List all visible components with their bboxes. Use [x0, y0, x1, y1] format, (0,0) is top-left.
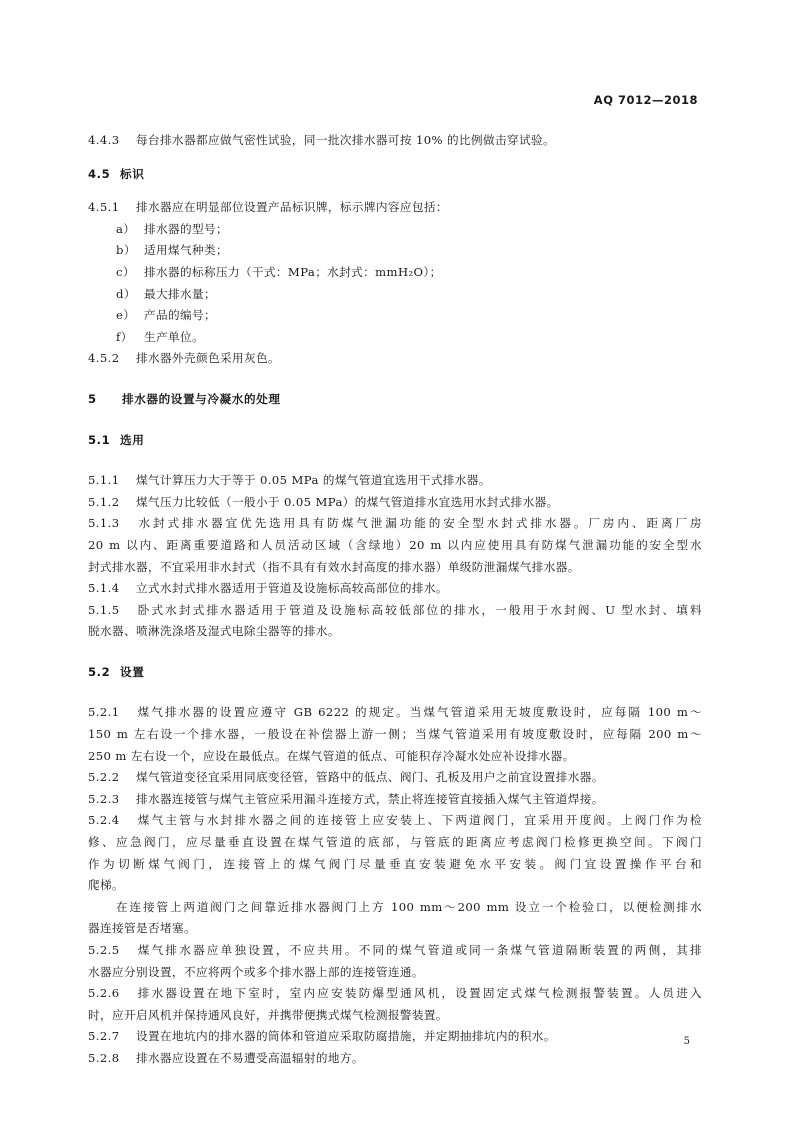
paragraph-line	[88, 348, 702, 370]
list-item	[88, 327, 702, 349]
paragraph-text: 排水器应设置在不易遭受高温辐射的地方。	[136, 1050, 364, 1065]
clause-number: 4.4.3	[88, 133, 120, 147]
page-number: 5	[683, 1036, 690, 1047]
paragraph-text: 时，应开启风机并保持通风良好，并携带便携式煤气检测报警装置。	[88, 1007, 448, 1022]
list-item	[88, 262, 702, 284]
paragraph-line	[88, 746, 702, 768]
spacer	[88, 370, 702, 389]
paragraph-line	[88, 470, 702, 492]
section-heading	[88, 389, 702, 411]
list-item-label: e）	[116, 308, 136, 323]
paragraph-text: 煤气计算压力大于等于 0.05 MPa 的煤气管道宜选用干式排水器。	[136, 473, 491, 488]
paragraph-text: 脱水器、喷淋洗涤塔及湿式电除尘器等的排水。	[88, 624, 340, 639]
clause-number: 5.2.1	[88, 705, 120, 720]
spacer	[88, 185, 702, 197]
list-item-text: 适用煤气种类；	[144, 243, 228, 258]
paragraph-line	[88, 621, 702, 643]
paragraph-text: 煤气主管与水封排水器之间的连接管上应安装上、下两道阀门，宜采用开度阀。上阀门作为检	[136, 813, 702, 828]
list-item-text: 最大排水量；	[144, 286, 216, 301]
list-item-text: 排水器的型号；	[144, 221, 228, 236]
clause-number: 5.2.5	[88, 943, 120, 957]
paragraph-text: 排水器外壳颜色采用灰色。	[136, 351, 280, 366]
list-item-label: f）	[116, 329, 133, 344]
paragraph-line	[88, 767, 702, 789]
spacer	[88, 411, 702, 430]
paragraph-line	[88, 724, 702, 746]
section-title: 设置	[120, 664, 145, 679]
clause-number: 5.2.2	[88, 770, 120, 785]
paragraph-line	[88, 702, 702, 724]
paragraph-line	[88, 197, 702, 219]
subsection-heading	[88, 164, 702, 186]
paragraph-text: 卧式水封式排水器适用于管道及设施标高较低部位的排水，一般用于水封阀、U 型水封、填料	[136, 602, 702, 617]
paragraph-line	[88, 897, 702, 919]
clause-number: 5.1.5	[88, 602, 120, 617]
clause-number: 5.2.3	[88, 791, 120, 806]
clause-number: 4.5.1	[88, 200, 120, 215]
list-item	[88, 284, 702, 306]
paragraph-line	[88, 1026, 702, 1048]
subsection-heading	[88, 662, 702, 684]
paragraph-line	[88, 492, 702, 514]
paragraph-text: 设置在地坑内的排水器的筒体和管道应采取防腐措施，并定期抽排坑内的积水。	[136, 1029, 556, 1044]
paragraph-line	[88, 513, 702, 535]
paragraph-text: 250 m 左右设一个，应设在最低点。在煤气管道的低点、可能积存冷凝水处应补设排水器。	[88, 748, 575, 763]
spacer	[88, 643, 702, 662]
section-title: 选用	[120, 432, 145, 447]
list-item-label: d）	[116, 286, 136, 301]
paragraph-text: 每台排水器都应做气密性试验，同一批次排水器可按 10% 的比例做击穿试验。	[136, 133, 555, 147]
clause-number: 5.2.4	[88, 813, 120, 828]
section-number: 5.2	[88, 664, 111, 679]
paragraph-text: 封式排水器，不宜采用非水封式（指不具有有效水封高度的排水器）单级防泄漏煤气排水器。	[88, 559, 580, 574]
paragraph-text: 20 m 以内、距离重要道路和人员活动区域（含绿地）20 m 以内应使用具有防煤气泄漏功能的安全型水	[88, 537, 702, 552]
paragraph-line	[88, 983, 702, 1005]
list-item-text: 排水器的标称压力（干式：MPa；水封式：mmH₂O）；	[144, 264, 442, 279]
paragraph-line	[88, 1048, 702, 1070]
paragraph-text: 煤气排水器的设置应遵守 GB 6222 的规定。当煤气管道采用无坡度敷设时，应每隔 100 m～	[136, 705, 702, 720]
paragraph-text: 修、应急阀门，应尽量垂直设置在煤气管道的底部，与管底的距离应考虑阀门检修更换空间。下阀门	[88, 835, 702, 850]
paragraph-text: 排水器应在明显部位设置产品标识牌，标示牌内容应包括：	[136, 200, 448, 215]
paragraph-text: 煤气管道变径宜采用同底变径管，管路中的低点、阀门、孔板及用户之前宜设置排水器。	[136, 770, 604, 785]
clause-number: 5.1.1	[88, 473, 120, 488]
paragraph-text: 煤气排水器应单独设置，不应共用。不同的煤气管道或同一条煤气管道隔断装置的两侧，其排	[136, 943, 702, 957]
section-number: 5	[88, 391, 97, 406]
paragraph-text: 水封式排水器宜优先选用具有防煤气泄漏功能的安全型水封式排水器。厂房内、距离厂房	[136, 516, 702, 531]
paragraph-line	[88, 557, 702, 579]
clause-number: 5.1.3	[88, 516, 120, 531]
paragraph-line	[88, 940, 702, 962]
paragraph-text: 在连接管上两道阀门之间靠近排水器阀门上方 100 mm～200 mm 设立一个检验口，以便检测排水	[116, 899, 702, 914]
list-item	[88, 219, 702, 241]
paragraph-text: 煤气压力比较低（一般小于 0.05 MPa）的煤气管道排水宜选用水封式排水器。	[136, 494, 559, 509]
paragraph-line	[88, 875, 702, 897]
paragraph-line	[88, 962, 702, 984]
paragraph-line	[88, 854, 702, 876]
clause-number: 4.5.2	[88, 351, 120, 366]
paragraph-line	[88, 1005, 702, 1027]
clause-number: 5.1.2	[88, 494, 120, 509]
paragraph-text: 立式水封式排水器适用于管道及设施标高较高部位的排水。	[136, 581, 448, 596]
paragraph-line	[88, 578, 702, 600]
list-item-text: 生产单位。	[144, 329, 204, 344]
section-title: 排水器的设置与冷凝水的处理	[122, 391, 281, 406]
paragraph-text: 水器应分别设置，不应将两个或多个排水器上部的连接管连通。	[88, 964, 424, 979]
clause-number: 5.2.6	[88, 986, 120, 1001]
section-number: 5.1	[88, 432, 111, 447]
paragraph-line	[88, 810, 702, 832]
paragraph-text: 作为切断煤气阀门，连接管上的煤气阀门尽量垂直安装避免水平安装。阀门宜设置操作平台和	[88, 856, 702, 871]
paragraph-text: 排水器连接管与煤气主管应采用漏斗连接方式，禁止将连接管直接插入煤气主管道焊接。	[136, 791, 604, 806]
section-number: 4.5	[88, 166, 111, 181]
list-item-label: a）	[116, 221, 136, 236]
section-title: 标识	[120, 166, 145, 181]
spacer	[88, 683, 702, 702]
paragraph-text: 150 m 左右设一个排水器，一般设在补偿器上游一侧；当煤气管道采用有坡度敷设时，应每隔 200 m～	[88, 727, 702, 742]
list-item	[88, 240, 702, 262]
paragraph-line	[88, 789, 702, 811]
list-item-label: c）	[116, 264, 135, 279]
paragraph-line	[88, 832, 702, 854]
clause-number: 5.1.4	[88, 581, 120, 596]
paragraph-line	[88, 535, 702, 557]
spacer	[88, 152, 702, 164]
paragraph-text: 器连接管是否堵塞。	[88, 921, 196, 936]
list-item	[88, 305, 702, 327]
paragraph-text: 爬梯。	[88, 878, 124, 893]
paragraph-line	[88, 130, 702, 152]
document-body	[88, 130, 702, 1070]
clause-number: 5.2.7	[88, 1029, 120, 1044]
paragraph-line	[88, 600, 702, 622]
paragraph-line	[88, 918, 702, 940]
list-item-text: 产品的编号；	[144, 308, 216, 323]
list-item-label: b）	[116, 243, 136, 258]
spacer	[88, 451, 702, 470]
paragraph-text: 排水器设置在地下室时，室内应安装防爆型通风机，设置固定式煤气检测报警装置。人员进入	[136, 986, 702, 1001]
clause-number: 5.2.8	[88, 1050, 120, 1065]
subsection-heading	[88, 430, 702, 452]
standard-code: AQ 7012—2018	[593, 93, 698, 107]
